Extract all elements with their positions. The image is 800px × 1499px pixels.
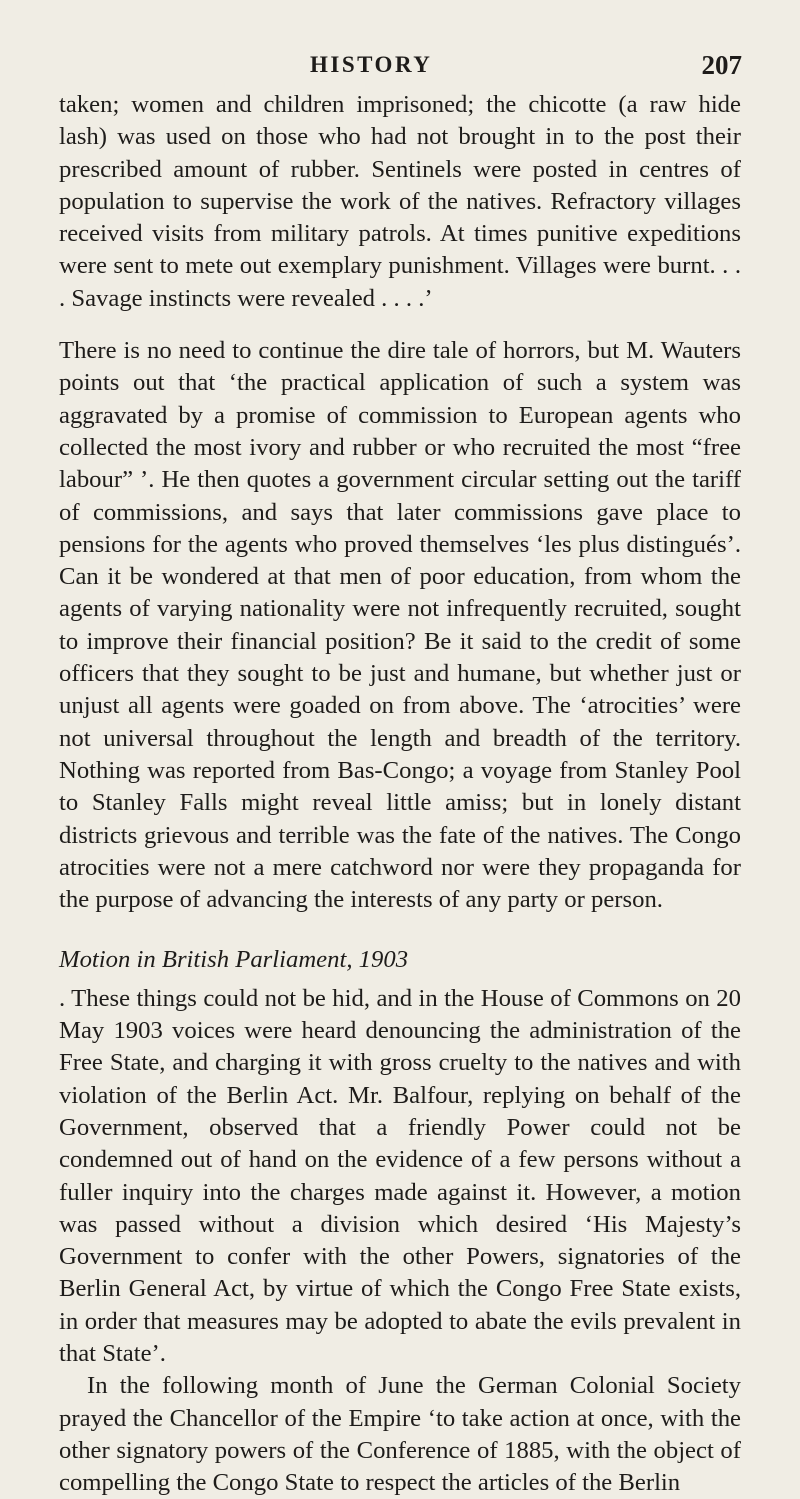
section-heading: Motion in British Parliament, 1903 bbox=[59, 946, 409, 974]
paragraph-commons: . These things could not be hid, and in the House of Commons on 20 May 1903 voices were heard denouncing the administration of the Free State, and charging it with gross cruelty to the natives and with violation of the Berlin Act. Mr. Balfour, replying on behalf of the Government, observed that a friendly Power could not be condemned out of hand on the evidence of a few persons without a fuller inquiry into the charges made against it. However, a motion was passed without a division which desired ‘His Majesty’s Government to confer with the other Powers, signatories of the Berlin General Act, by virtue of which the Congo Free State exists, in order that measures may be adopted to abate the evils prevalent in that State’. bbox=[59, 984, 741, 1367]
page-number: 207 bbox=[701, 50, 742, 80]
page-header bbox=[0, 50, 800, 86]
body-text bbox=[59, 89, 741, 1499]
paragraph-quote-end: taken; women and children imprisoned; the chicotte (a raw hide lash) was used on those who had not brought in to the post their prescribed amount of rubber. Sentinels were posted in centres of population to supervise the work of the natives. Refractory villages received visits from military patrols. At times punitive expeditions were sent to mete out exemplary punishment. Villages were burnt. . . . Savage instincts were revealed . . . .’ bbox=[59, 91, 741, 312]
paragraph-german-society: In the following month of June the German Colonial Society prayed the Chancellor of the Empire ‘to take action at once, with the other signatory powers of the Conference of 1885, with the object of compelling the Congo State to respect the articles of the Berlin bbox=[59, 1372, 741, 1497]
running-head: HISTORY bbox=[310, 52, 433, 77]
paragraph-wauters: There is no need to continue the dire tale of horrors, but M. Wauters points out that ‘the practical application of such a system was aggravated by a promise of commission to European agents who collected the most ivory and rubber or who recruited the most “free labour” ’. He then quotes a government circular setting out the tariff of commissions, and says that later commissions gave place to pensions for the agents who proved themselves ‘les plus distingués’. Can it be wondered at that men of poor education, from whom the agents of varying nationality were not infrequently recruited, sought to improve their financial position? Be it said to the credit of some officers that they sought to be just and humane, but whether just or unjust all agents were goaded on from above. The ‘atrocities’ were not universal throughout the length and breadth of the territory. Nothing was reported from Bas-Congo; a voyage from Stanley Pool to Stanley Falls might reveal little amiss; but in lonely distant districts grievous and terrible was the fate of the natives. The Congo atrocities were not a mere catchword nor were they propaganda for the purpose of advancing the interests of any party or person. bbox=[59, 337, 741, 914]
